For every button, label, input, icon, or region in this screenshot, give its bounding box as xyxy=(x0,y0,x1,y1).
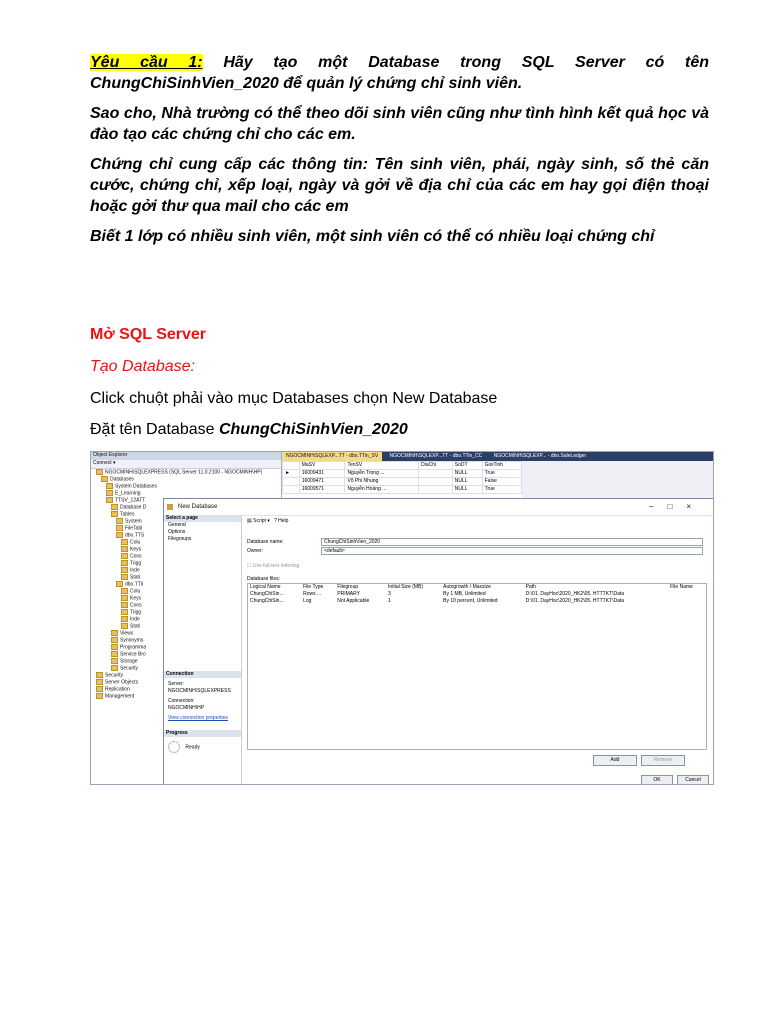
tree-item-label: Inde xyxy=(130,616,140,623)
tab-saleledger[interactable]: NGOCMINH\SQLEXP... - dbo.SaleLedger xyxy=(493,453,587,459)
files-col-file-type: File Type xyxy=(303,584,324,590)
tree-item[interactable] xyxy=(91,483,281,490)
dialog-title: New Database xyxy=(178,504,218,510)
grid-header-row xyxy=(283,462,522,470)
files-col-logical-name: Logical Name xyxy=(250,584,281,590)
folder-icon xyxy=(121,567,128,573)
select-page-header: Select a page xyxy=(164,515,241,522)
files-cell[interactable]: Not Applicable xyxy=(337,598,370,604)
table-row[interactable] xyxy=(283,478,522,486)
tree-item-label: NGOCMINH\SQLEXPRESS (SQL Server 11.0.2100 - NGOCMINH\HP) xyxy=(105,469,263,476)
tree-item-label: Synonyms xyxy=(120,637,144,644)
remove-button[interactable]: Remove xyxy=(641,755,685,766)
page-general[interactable]: General xyxy=(168,522,186,528)
requirement-p4: Biết 1 lớp có nhiều sinh viên, một sinh viên có thể có nhiều loại chứng chỉ xyxy=(90,228,655,245)
table-row[interactable] xyxy=(283,486,522,494)
tree-item-label: Cons xyxy=(130,553,142,560)
grid-cell[interactable]: NULL xyxy=(452,486,482,494)
files-cell[interactable]: By 10 percent, Unlimited xyxy=(443,598,498,604)
tree-item-label: Storage xyxy=(120,658,138,665)
grid-cell[interactable]: NULL xyxy=(452,470,482,478)
folder-icon xyxy=(111,644,118,650)
tree-item-label: Colu xyxy=(130,588,141,595)
tab-ttin-sv[interactable]: NGOCMINH\SQLEXP...TT - dbo.TTin_SV xyxy=(282,452,382,461)
files-cell[interactable]: ChungChiSin... xyxy=(250,598,284,604)
tree-item-label: Trigg xyxy=(130,609,142,616)
tree-item-label: FileTabl xyxy=(125,525,143,532)
new-database-dialog xyxy=(163,498,714,785)
tree-item-label: Stati xyxy=(130,574,141,581)
grid-cell[interactable]: 16009471 xyxy=(299,478,345,486)
progress-status xyxy=(164,741,241,751)
files-cell[interactable]: ChungChiSin... xyxy=(250,591,284,597)
folder-icon xyxy=(121,623,128,629)
connection-label: Connection: xyxy=(168,698,195,704)
tree-item-label: Server Objects xyxy=(105,679,139,686)
folder-icon xyxy=(116,532,123,538)
tree-item-label: Colu xyxy=(130,539,141,546)
folder-icon xyxy=(111,630,118,636)
tree-item-label: Keys xyxy=(130,595,142,602)
script-label: Script xyxy=(253,518,266,524)
cancel-button[interactable]: Cancel xyxy=(677,775,709,785)
folder-icon xyxy=(96,672,103,678)
database-files-label: Database files: xyxy=(247,576,281,582)
tree-item-label: Management xyxy=(105,693,135,700)
close-icon[interactable]: × xyxy=(686,502,705,511)
open-sql-heading: Mở SQL Server xyxy=(90,326,207,343)
grid-cell[interactable] xyxy=(419,470,453,478)
requirement-p3: Chứng chỉ cung cấp các thông tin: Tên sinh viên, phái, ngày sinh, số thẻ căn cước, chứng chỉ, xếp loại, ngày và gởi về địa chỉ của các em hay gọi điện thoại hoặc gởi thư qua mail cho các em xyxy=(90,156,709,215)
tree-item-label: Databases xyxy=(110,476,134,483)
table-row[interactable] xyxy=(283,470,522,478)
fulltext-label: Use full-text indexing xyxy=(252,563,300,569)
page-filegroups[interactable]: Filegroups xyxy=(168,536,192,542)
folder-icon xyxy=(121,609,128,615)
tree-item-label: Tables xyxy=(120,511,135,518)
tree-item-label: Service Bro xyxy=(120,651,146,658)
files-cell[interactable]: Log xyxy=(303,598,312,604)
minimize-icon[interactable]: – xyxy=(649,502,668,511)
tab-ttin-cc[interactable]: NGOCMINH\SQLEXP...TT - dbo.TTin_CC xyxy=(389,453,483,459)
tree-item[interactable] xyxy=(91,476,281,483)
folder-icon xyxy=(121,539,128,545)
requirement-p1-text: Hãy tạo một Database trong SQL Server có tên ChungChiSinhVien_2020 để quản lý chứng chỉ sinh viên. xyxy=(90,54,709,92)
grid-cell[interactable]: 16009571 xyxy=(299,486,345,494)
table-row[interactable] xyxy=(248,591,706,598)
files-cell[interactable] xyxy=(668,598,706,605)
tree-item-label: Stati xyxy=(130,623,141,630)
step-2-text xyxy=(90,421,408,439)
folder-icon xyxy=(121,574,128,580)
fulltext-checkbox[interactable]: ☐ Use full-text indexing xyxy=(247,563,300,569)
window-controls xyxy=(649,499,705,515)
step-1-text: Click chuột phải vào mục Databases chọn New Database xyxy=(90,390,498,407)
files-cell[interactable]: D:\01. DayHoc\2020_HK2\05. HTTTKT\Data xyxy=(525,598,625,604)
tree-item-label: Replication xyxy=(105,686,130,693)
tree-item-label: Cons xyxy=(130,602,142,609)
folder-icon xyxy=(111,651,118,657)
folder-icon xyxy=(96,679,103,685)
files-cell[interactable]: Rows ... xyxy=(303,591,322,597)
step-2-db-name: ChungChiSinhVien_2020 xyxy=(218,421,408,438)
files-col-file-name: File Name xyxy=(670,584,693,590)
grid-col-tensv: TenSV xyxy=(345,462,419,470)
general-page xyxy=(243,515,713,785)
folder-icon xyxy=(121,595,128,601)
folder-icon xyxy=(121,588,128,594)
folder-icon xyxy=(101,476,108,482)
view-connection-properties-link[interactable]: View connection properties xyxy=(168,715,228,721)
files-cell[interactable]: By 1 MB, Unlimited xyxy=(443,591,486,597)
grid-cell[interactable]: False xyxy=(482,478,521,486)
requirement-p1 xyxy=(90,52,709,94)
files-cell[interactable]: PRIMARY xyxy=(337,591,360,597)
progress-state: Ready xyxy=(185,744,200,751)
script-icon: ▤ xyxy=(247,518,252,524)
files-cell[interactable]: 1 xyxy=(388,598,391,604)
object-explorer-title: Object Explorer xyxy=(91,452,281,460)
folder-icon xyxy=(121,546,128,552)
add-button[interactable]: Add xyxy=(593,755,637,766)
tree-item-label: TTSV_12ATT xyxy=(115,497,146,504)
create-db-heading: Tạo Database: xyxy=(90,358,195,375)
tree-item-label: dbo.TTli xyxy=(125,581,144,588)
ok-button[interactable]: OK xyxy=(641,775,673,785)
grid-cell[interactable]: Võ Phi Nhung xyxy=(345,478,419,486)
grid-col-diachi: DiaChi xyxy=(419,462,453,470)
ssms-screenshot xyxy=(90,451,714,785)
folder-icon xyxy=(111,637,118,643)
tree-item-label: System xyxy=(125,518,142,525)
grid-cell[interactable] xyxy=(419,478,453,486)
server-value: NGOCMINH\SQLEXPRESS xyxy=(168,688,231,694)
files-col-filegroup: Filegroup xyxy=(337,584,359,590)
tree-item[interactable] xyxy=(91,469,281,476)
files-col-autogrowth: Autogrowth / Maxsize xyxy=(443,584,491,590)
tree-item-label: Security xyxy=(120,665,139,672)
row-pointer-icon: ► xyxy=(283,470,300,478)
folder-icon xyxy=(111,658,118,664)
folder-icon xyxy=(106,490,113,496)
tree-item-label: E_Learning xyxy=(115,490,141,497)
folder-icon xyxy=(96,686,103,692)
grid-col-masv: MaSV xyxy=(299,462,345,470)
owner-label: Owner: xyxy=(247,548,264,554)
maximize-icon[interactable]: □ xyxy=(667,502,687,511)
files-col-path: Path xyxy=(525,584,536,590)
folder-icon xyxy=(121,553,128,559)
folder-icon xyxy=(106,483,113,489)
help-icon: ? xyxy=(273,518,277,524)
folder-icon xyxy=(116,525,123,531)
db-name-label: Database name: xyxy=(247,539,284,545)
folder-icon xyxy=(96,469,103,475)
help-label: Help xyxy=(278,518,289,524)
folder-icon xyxy=(121,560,128,566)
dialog-toolbar xyxy=(243,515,713,527)
tree-item-label: Database D xyxy=(120,504,147,511)
owner-input[interactable]: <default> xyxy=(321,547,703,555)
page-selector xyxy=(164,515,242,785)
progress-spinner-icon xyxy=(168,741,180,753)
folder-icon xyxy=(121,616,128,622)
database-files-table xyxy=(247,583,707,750)
folder-icon xyxy=(116,581,123,587)
dialog-titlebar xyxy=(164,499,713,516)
tree-item-label: Programma xyxy=(120,644,147,651)
requirement-block xyxy=(90,52,709,247)
grid-col-gioitinh: GioiTinh xyxy=(482,462,521,470)
tree-item-label: dbo.TTS xyxy=(125,532,145,539)
folder-icon xyxy=(111,665,118,671)
requirement-p2: Sao cho, Nhà trường có thể theo dõi sinh viên cũng như tình hình kết quả học và đào tạo các chứng chỉ cho các em. xyxy=(90,105,709,143)
files-cell[interactable]: D:\01. DayHoc\2020_HK2\05. HTTTKT\Data xyxy=(525,591,625,597)
tree-item-label: Views xyxy=(120,630,134,637)
folder-icon xyxy=(111,511,118,517)
progress-header: Progress xyxy=(164,730,241,737)
grid-cell[interactable]: 16009431 xyxy=(299,470,345,478)
server-label: Server: xyxy=(168,681,185,687)
tree-item-label: Keys xyxy=(130,546,142,553)
db-name-input[interactable]: ChungChiSinhVien_2020 xyxy=(321,538,703,546)
tree-item-label: System Databases xyxy=(115,483,157,490)
script-button[interactable]: ▤ Script ▾ xyxy=(247,518,270,524)
table-row[interactable] xyxy=(248,598,706,605)
folder-icon xyxy=(111,504,118,510)
connect-button[interactable]: Connect ▾ xyxy=(91,460,281,469)
grid-cell[interactable]: True xyxy=(482,470,521,478)
folder-icon xyxy=(121,602,128,608)
grid-cell[interactable]: Nguyễn Trọng ... xyxy=(345,470,419,478)
page-options[interactable]: Options xyxy=(168,529,186,535)
tree-item-label: Security xyxy=(105,672,124,679)
connection-header: Connection xyxy=(164,671,241,678)
step-2-prefix: Đặt tên Database xyxy=(90,421,219,438)
grid-cell[interactable] xyxy=(419,486,453,494)
connection-value: NGOCMINH\HP xyxy=(168,705,205,711)
help-button[interactable] xyxy=(274,518,288,524)
files-cell[interactable]: 3 xyxy=(388,591,391,597)
grid-cell[interactable]: NULL xyxy=(452,478,482,486)
requirement-label: Yêu cầu 1: xyxy=(90,54,203,71)
tree-item-label: Trigg xyxy=(130,560,142,567)
tree-item[interactable] xyxy=(91,490,281,497)
tree-item-label: Inde xyxy=(130,567,140,574)
document-tabs xyxy=(282,452,713,461)
grid-col-sodt: SoDT xyxy=(452,462,482,470)
files-cell[interactable] xyxy=(668,591,706,598)
grid-cell[interactable]: Nguyễn Hoàng ... xyxy=(345,486,419,494)
folder-icon xyxy=(106,497,113,503)
folder-icon xyxy=(96,693,103,699)
results-grid xyxy=(282,461,522,501)
files-col-initial-size: Initial Size (MB) xyxy=(388,584,424,590)
database-icon xyxy=(167,504,173,510)
files-header-row xyxy=(248,584,706,591)
folder-icon xyxy=(116,518,123,524)
grid-cell[interactable]: True xyxy=(482,486,521,494)
